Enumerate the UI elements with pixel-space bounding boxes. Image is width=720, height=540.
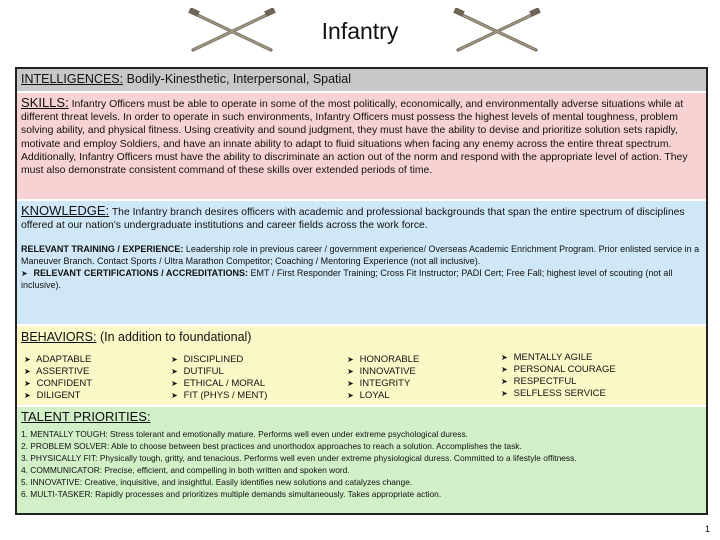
arrow-bullet-icon: ➤ xyxy=(24,379,31,388)
list-item: ➤ ADAPTABLE xyxy=(24,354,92,365)
list-item: ➤ DUTIFUL xyxy=(171,366,224,377)
arrow-bullet-icon: ➤ xyxy=(24,355,31,364)
list-item: ➤ RESPECTFUL xyxy=(501,376,577,387)
arrow-bullet-icon: ➤ xyxy=(21,268,28,278)
arrow-bullet-icon: ➤ xyxy=(347,379,354,388)
list-item: ➤ INNOVATIVE xyxy=(347,366,416,377)
talent-heading: TALENT PRIORITIES: xyxy=(21,409,151,424)
knowledge-heading: KNOWLEDGE: xyxy=(21,203,110,218)
arrow-bullet-icon: ➤ xyxy=(501,365,508,374)
certifications-label: RELEVANT CERTIFICATIONS / ACCREDITATIONS: xyxy=(33,267,249,278)
behaviors-column xyxy=(347,354,419,402)
behaviors-heading: BEHAVIORS: xyxy=(21,330,97,344)
crossed-rifles-icon xyxy=(452,8,542,54)
behaviors-columns xyxy=(21,352,702,402)
header xyxy=(0,0,720,64)
knowledge-section xyxy=(17,201,706,324)
list-item: 4. COMMUNICATOR: Precise, efficient, and compelling in both written and spoken word. xyxy=(21,465,350,475)
list-item: ➤ ETHICAL / MORAL xyxy=(171,378,266,389)
arrow-bullet-icon: ➤ xyxy=(24,367,31,376)
behaviors-section xyxy=(17,326,706,405)
intelligences-heading: INTELLIGENCES: xyxy=(21,72,124,86)
list-item: ➤ DILIGENT xyxy=(24,390,81,401)
arrow-bullet-icon: ➤ xyxy=(171,367,178,376)
arrow-bullet-icon: ➤ xyxy=(501,353,508,362)
arrow-bullet-icon: ➤ xyxy=(347,355,354,364)
arrow-bullet-icon: ➤ xyxy=(501,377,508,386)
page-number: 1 xyxy=(704,524,710,534)
arrow-bullet-icon: ➤ xyxy=(171,355,178,364)
behaviors-column xyxy=(24,354,92,402)
arrow-bullet-icon: ➤ xyxy=(501,389,508,398)
list-item: ➤ DISCIPLINED xyxy=(171,354,244,365)
list-item: 3. PHYSICALLY FIT: Physically tough, gritty, and tenacious. Performs well even under extreme physiological duress. Committed to a lifestyle offitness. xyxy=(21,453,577,463)
content-frame xyxy=(15,67,708,515)
knowledge-text: The Infantry branch desires officers with academic and professional backgrounds that span the entire spectrum of disciplines offered at our nation's undergraduate institutions and career fields across the work force. xyxy=(21,207,685,232)
training-paragraph xyxy=(21,244,702,267)
arrow-bullet-icon: ➤ xyxy=(171,391,178,400)
behaviors-column xyxy=(501,352,616,400)
list-item: 2. PROBLEM SOLVER: Able to choose between best practices and unorthodox approaches to reach a solution. Accomplishes the task. xyxy=(21,441,522,451)
page-title: Infantry xyxy=(321,18,399,44)
training-text: Leadership role in previous career / government experience/ Overseas Academic Enrichment Program. Prior enlisted service in a Maneuver Branch. Contact Sports / Ultra Marathon Competitor; Coaching / Mentoring Experience (not all inclusive). xyxy=(21,244,700,267)
talent-list xyxy=(21,428,702,500)
list-item: ➤ ASSERTIVE xyxy=(24,366,90,377)
arrow-bullet-icon: ➤ xyxy=(347,367,354,376)
certifications-paragraph xyxy=(21,268,702,291)
talent-priorities-section xyxy=(17,407,706,513)
knowledge-intro xyxy=(21,203,702,232)
skills-text: Infantry Officers must be able to operate in some of the most politically, economically, and environmentally adverse situations while at different threat levels. In order to operate in such environments, Infantry Officers must possess the highest levels of mental toughness, problem solving ability, and physical fitness. Using creativity and sound judgment, they must have the ability to devise and prioritize solution sets rapidly, motivate and employ Soldiers, and have an innate ability to adapt to fluid situations when facing any enemy across the entire threat spectrum. Additionally, Infantry Officers must have the ability to discriminate an action out of the norm and respond with the appropriate level of action. They must also demonstrate consistent command of these skills over extended periods of time. xyxy=(21,99,688,176)
arrow-bullet-icon: ➤ xyxy=(171,379,178,388)
list-item: ➤ PERSONAL COURAGE xyxy=(501,364,616,375)
list-item: ➤ FIT (PHYS / MENT) xyxy=(171,390,268,401)
behaviors-header xyxy=(21,330,702,344)
list-item: 1. MENTALLY TOUGH: Stress tolerant and emotionally mature. Performs well even under extreme psychological duress. xyxy=(21,429,469,439)
arrow-bullet-icon: ➤ xyxy=(24,391,31,400)
behaviors-subheading: (In addition to foundational) xyxy=(99,330,252,344)
list-item: 6. MULTI-TASKER: Rapidly processes and prioritizes multiple demands simultaneously. Takes appropriate action. xyxy=(21,489,442,499)
skills-heading: SKILLS: xyxy=(21,95,69,110)
list-item: ➤ CONFIDENT xyxy=(24,378,93,389)
arrow-bullet-icon: ➤ xyxy=(347,391,354,400)
list-item: ➤ HONORABLE xyxy=(347,354,420,365)
list-item: ➤ INTEGRITY xyxy=(347,378,411,389)
training-label: RELEVANT TRAINING / EXPERIENCE: xyxy=(21,244,184,255)
list-item: ➤ LOYAL xyxy=(347,390,390,401)
certifications-text: EMT / First Responder Training; Cross Fit Instructor; PADI Cert; Free Fall; highest level of scouting (not all inclusive). xyxy=(21,267,673,290)
intelligences-section xyxy=(17,69,706,91)
list-item: ➤ MENTALLY AGILE xyxy=(501,352,593,363)
list-item: 5. INNOVATIVE: Creative, inquisitive, and insightful. Easily identifies new solutions and catalyzes change. xyxy=(21,477,413,487)
behaviors-column xyxy=(171,354,267,402)
list-item: ➤ SELFLESS SERVICE xyxy=(501,388,606,399)
intelligences-text: Bodily-Kinesthetic, Interpersonal, Spatial xyxy=(126,72,352,86)
skills-section xyxy=(17,93,706,199)
